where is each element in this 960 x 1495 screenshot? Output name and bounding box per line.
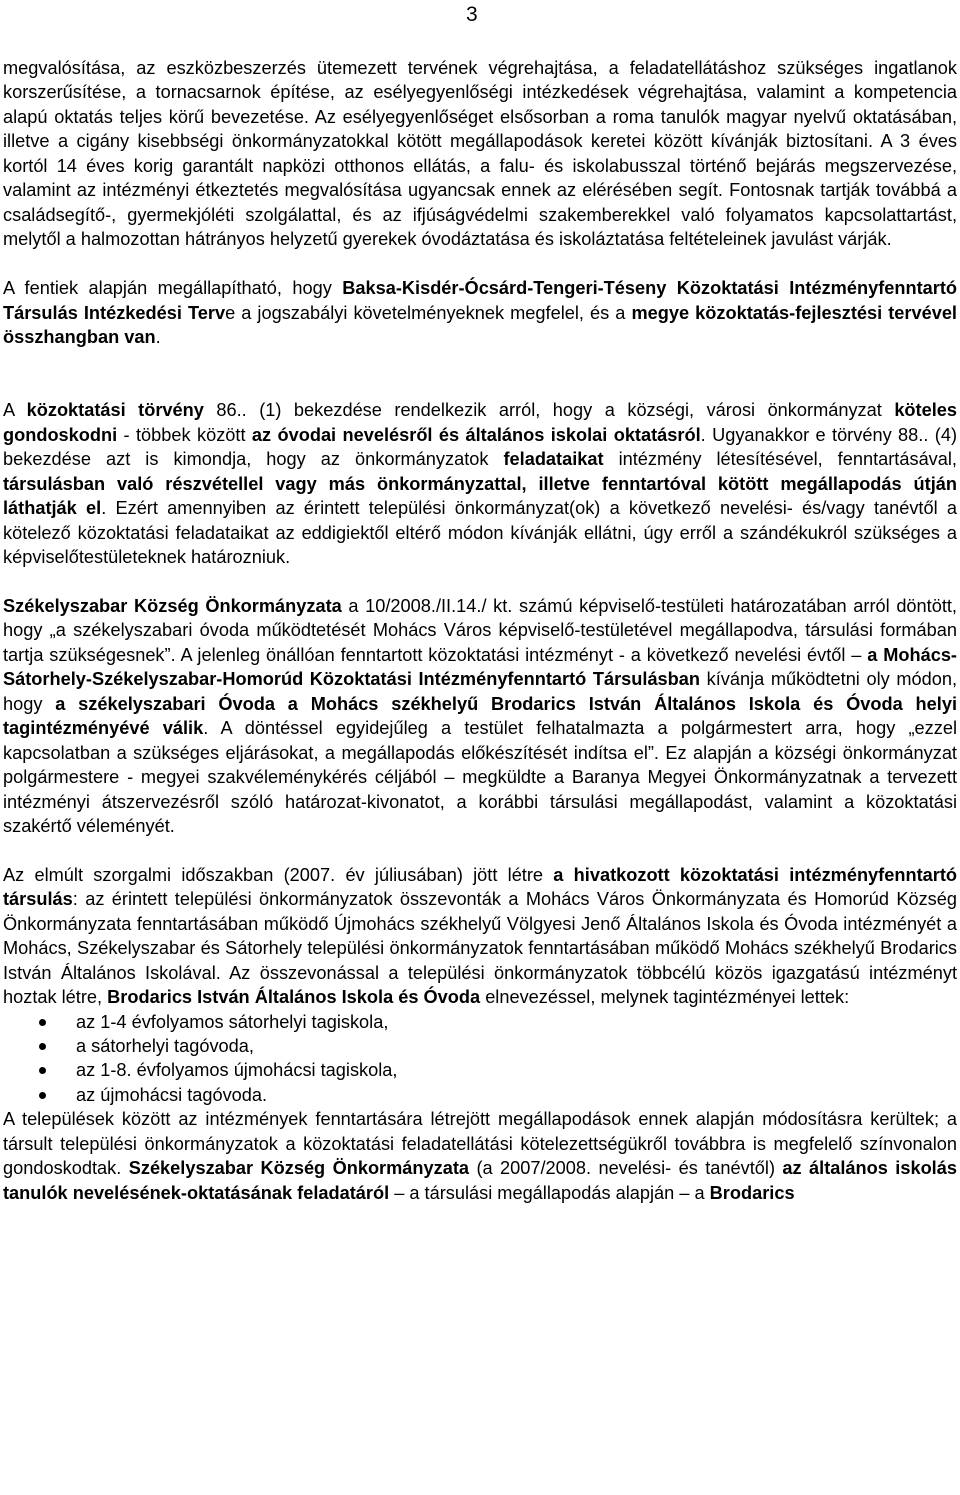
bullet-icon bbox=[39, 1092, 46, 1099]
bold-text: közoktatási törvény bbox=[26, 400, 204, 421]
bold-text: Brodarics István Általános Iskola és Óvoda bbox=[107, 987, 481, 1008]
bold-text: megye közoktatás-fejlesztési tervével összhangban van bbox=[3, 302, 957, 347]
text: A fentiek alapján megállapítható, hogy bbox=[3, 278, 343, 299]
text: . Ugyanakkor e törvény 88.. (4) bekezdése azt is kimondja, hogy az önkormányzatok bbox=[3, 424, 957, 470]
text: (a 2007/2008. nevelési- és tanévtől) bbox=[469, 1158, 783, 1179]
text: . Ezért amennyiben az érintett települési önkormányzat(ok) a következő nevelési- és/vagy tanévtől a kötelező közoktatási feladataikat az eddigiektől eltérő módon kívánják ellátni, úgy erről a szándékukról szükséges a képviselőtestületeknek határozniuk. bbox=[3, 498, 957, 568]
paragraph-agreements bbox=[3, 1107, 957, 1205]
text: Az elmúlt szorgalmi időszakban (2007. év júliusában) jött létre bbox=[3, 864, 554, 885]
page-number: 3 bbox=[466, 3, 478, 26]
bold-text: Baksa-Kisdér-Ócsárd-Tengeri-Téseny Közoktatási Intézményfenntartó Társulás Intézkedési Terv bbox=[3, 278, 957, 323]
bold-text: Brodarics bbox=[709, 1182, 795, 1203]
paragraph-education-law bbox=[3, 398, 957, 569]
text: A települések között az intézmények fenntartására létrejött megállapodások ennek alapján módosításra kerültek; a társult települési önkormányzatok a közoktatási feladatellátási kötelezettségükről továbbra is megfelelő színvonalon gondoskodtak. bbox=[3, 1109, 957, 1179]
text: A bbox=[3, 400, 27, 421]
text: – a társulási megállapodás alapján – a bbox=[389, 1182, 710, 1203]
list-item bbox=[3, 1010, 957, 1034]
list-item bbox=[3, 1058, 957, 1082]
text: intézmény létesítésével, fenntartásával, bbox=[603, 449, 957, 470]
list-item bbox=[3, 1083, 957, 1107]
paragraph-intro: megvalósítása, az eszközbeszerzés ütemezett tervének végrehajtása, a feladatellátáshoz szükséges ingatlanok korszerűsítése, a tornacsarnok építése, az esélyegyenlőségi intézkedések végrehajtása, valamint a kompetencia alapú oktatás teljes körű bevezetése. Az esélyegyenlőséget elsősorban a roma tanulók magyar nyelvű oktatásában, illetve a cigány kisebbségi önkormányzatokkal kötött megállapodások keretei között kívánják biztosítani. A 3 éves kortól 14 éves korig garantált napközi otthonos ellátás, a falu- és iskolabusszal történő bejárás megszervezése, valamint az intézményi étkeztetés megvalósítása ugyancsak ennek az elérésében segít. Fontosnak tartják továbbá a családsegítő-, gyermekjóléti szolgálattal, és az ifjúságvédelmi szakemberekkel való folyamatos kapcsolattartást, melytől a halmozottan hátrányos helyzetű gyerekek óvodáztatása és iskoláztatása feltételeinek javulást várják. bbox=[3, 58, 957, 250]
text: - többek között bbox=[117, 424, 252, 445]
text: elnevezéssel, melynek tagintézményei lettek: bbox=[480, 987, 850, 1008]
text: e a jogszabályi követelményeknek megfelel, és a bbox=[225, 302, 632, 323]
member-institutions-list bbox=[3, 1010, 957, 1108]
text: . A döntéssel egyidejűleg a testület felhatalmazta a polgármestert arra, hogy „ezzel kapcsolatban a szükséges eljárásokat, a megállapodás előkészítését indítsa el”. Ez alapján a községi önkormányzat polgármestere - megyei szakvéleménykérés céljából – megküldte a Baranya Megyei Önkormányzatnak a tervezett intézményi átszervezésről szóló határozat-kivonatot, a korábbi társulási megállapodást, valamint a közoktatási szakértő véleményét. bbox=[3, 718, 957, 836]
list-item bbox=[3, 1034, 957, 1058]
bold-text: társulásban való részvétellel vagy más önkormányzattal, illetve fenntartóval kötött megállapodás útján láthatják el bbox=[3, 473, 957, 519]
text: : az érintett települési önkormányzatok összevonták a Mohács Város Önkormányzata és Homorúd Község Önkormányzata fenntartásában működő Újmohács székhelyű Völgyesi Jenő Általános Iskola és Óvoda intézményét a Mohács, Székelyszabar és Sátorhely települési önkormányzatok fenntartásában működő Mohács székhelyű Brodarics István Általános Iskolával. Az összevonással a települési önkormányzatok többcélú közös igazgatású intézményt hoztak létre, bbox=[3, 889, 957, 1008]
bold-text: feladataikat bbox=[503, 449, 604, 470]
paragraph-conclusion bbox=[3, 276, 957, 349]
list-item-text: a sátorhelyi tagóvoda, bbox=[76, 1036, 254, 1057]
text: . bbox=[155, 326, 161, 347]
paragraph-szekelyszabar bbox=[3, 594, 957, 839]
bold-text: Székelyszabar Község Önkormányzata bbox=[128, 1158, 470, 1179]
bold-text: a Mohács-Sátorhely-Székelyszabar-Homorúd Közoktatási Intézményfenntartó Társulásban bbox=[3, 644, 957, 690]
bold-text: a hivatkozott közoktatási intézményfenntartó társulás bbox=[3, 864, 957, 910]
list-item-text: az újmohácsi tagóvoda. bbox=[76, 1084, 268, 1105]
bullet-icon bbox=[39, 1067, 46, 1074]
bullet-icon bbox=[39, 1019, 46, 1026]
bold-text: az általános iskolás tanulók nevelésének-oktatásának feladatáról bbox=[3, 1158, 957, 1203]
text: 86.. (1) bekezdése rendelkezik arról, hogy a községi, városi önkormányzat bbox=[203, 400, 895, 421]
bold-text: Székelyszabar Község Önkormányzata bbox=[3, 595, 342, 616]
bold-text: köteles gondoskodni bbox=[3, 400, 957, 445]
bullet-icon bbox=[39, 1043, 46, 1050]
document-body bbox=[3, 56, 957, 1205]
paragraph-association bbox=[3, 863, 957, 1010]
list-item-text: az 1-4 évfolyamos sátorhelyi tagiskola, bbox=[76, 1011, 389, 1032]
text: kívánja működtetni oly módon, hogy bbox=[3, 669, 958, 714]
bold-text: az óvodai nevelésről és általános iskolai oktatásról bbox=[251, 424, 701, 445]
list-item-text: az 1-8. évfolyamos újmohácsi tagiskola, bbox=[76, 1060, 398, 1081]
bold-text: a székelyszabari Óvoda a Mohács székhelyű Brodarics István Általános Iskola és Óvoda helyi tagintézményévé válik bbox=[3, 693, 957, 739]
text: a 10/2008./II.14./ kt. számú képviselő-testületi határozatában arról döntött, hogy „a székelyszabari óvoda működtetését Mohács Város képviselő-testületével megállapodva, társulási formában tartja szükségesnek”. A jelenleg önállóan fenntartott közoktatási intézményt - a következő nevelési évtől – bbox=[3, 595, 957, 665]
